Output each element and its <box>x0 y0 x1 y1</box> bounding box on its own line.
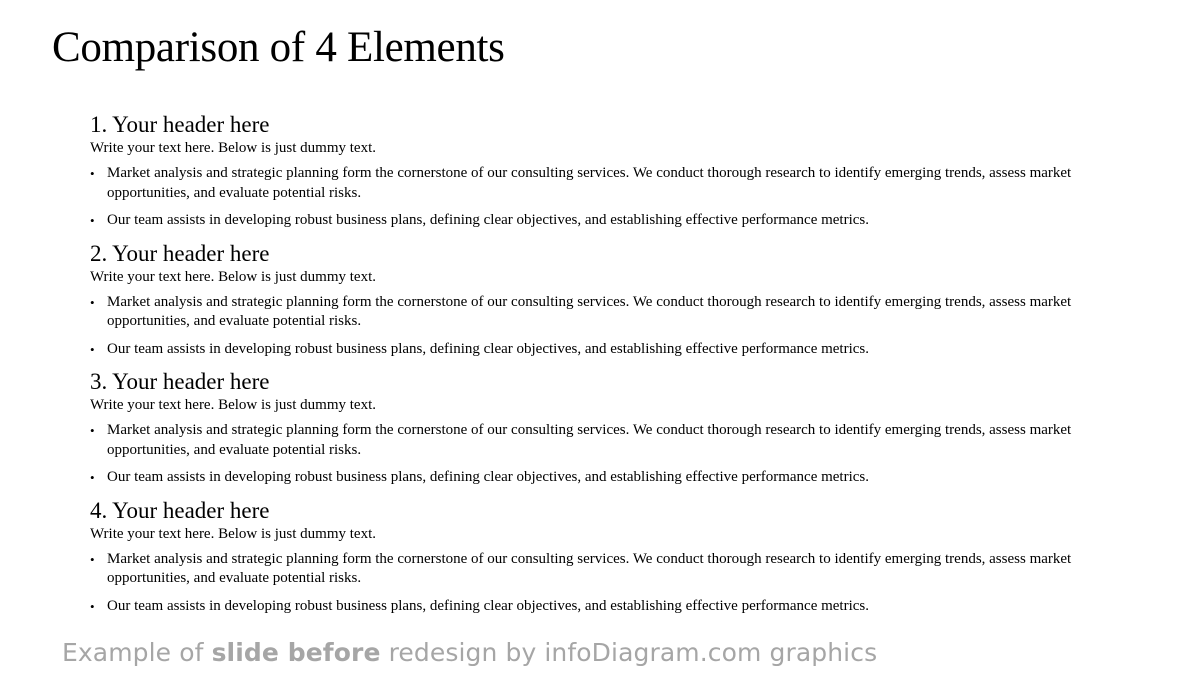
footer-emphasis: slide before <box>211 638 381 667</box>
bullet-item <box>90 211 1100 231</box>
bullet-text: Our team assists in developing robust business plans, defining clear objectives, and establishing effective performance metrics. <box>107 212 870 228</box>
bullet-text: Market analysis and strategic planning form the cornerstone of our consulting services. We conduct thorough research to identify emerging trends, assess market opportunities, and evaluate potential risks. <box>107 165 1072 201</box>
slide-title: Comparison of 4 Elements <box>52 24 505 71</box>
section-intro: Write your text here. Below is just dummy text. <box>90 268 377 285</box>
footer-caption <box>62 636 877 670</box>
bullet-item <box>90 340 1100 360</box>
bullet-icon: • <box>90 551 95 567</box>
bullet-text: Our team assists in developing robust business plans, defining clear objectives, and establishing effective performance metrics. <box>107 340 870 357</box>
sections-container <box>90 111 1100 625</box>
section-4 <box>90 497 1100 626</box>
bullet-icon: • <box>90 213 95 228</box>
bullet-item <box>90 550 1100 589</box>
bullet-list <box>90 550 1100 617</box>
bullet-item <box>90 468 1100 488</box>
bullet-icon: • <box>90 294 95 310</box>
bullet-text: Our team assists in developing robust business plans, defining clear objectives, and establishing effective performance metrics. <box>107 469 870 486</box>
footer-suffix: redesign by infoDiagram.com graphics <box>380 638 878 667</box>
bullet-item <box>90 164 1100 203</box>
section-3 <box>90 368 1100 497</box>
section-header: 3. Your header here <box>90 369 270 395</box>
bullet-item <box>90 597 1100 617</box>
section-intro: Write your text here. Below is just dummy text. <box>90 397 377 414</box>
section-1 <box>90 111 1100 240</box>
bullet-icon: • <box>90 341 95 357</box>
bullet-item <box>90 293 1100 332</box>
bullet-list <box>90 164 1100 231</box>
bullet-icon: • <box>90 166 95 181</box>
section-header: 1. Your header here <box>90 112 270 137</box>
bullet-list <box>90 421 1100 488</box>
bullet-text: Market analysis and strategic planning form the cornerstone of our consulting services. We conduct thorough research to identify emerging trends, assess market opportunities, and evaluate potential risks. <box>107 550 1072 587</box>
footer-prefix: Example of <box>62 638 212 667</box>
bullet-icon: • <box>90 598 95 614</box>
bullet-icon: • <box>90 423 95 439</box>
bullet-icon: • <box>90 470 95 486</box>
bullet-text: Market analysis and strategic planning form the cornerstone of our consulting services. We conduct thorough research to identify emerging trends, assess market opportunities, and evaluate potential risks. <box>107 293 1072 330</box>
bullet-list <box>90 293 1100 360</box>
section-header: 4. Your header here <box>90 497 270 523</box>
bullet-item <box>90 421 1100 460</box>
section-header: 2. Your header here <box>90 240 270 266</box>
bullet-text: Market analysis and strategic planning form the cornerstone of our consulting services. We conduct thorough research to identify emerging trends, assess market opportunities, and evaluate potential risks. <box>107 422 1072 458</box>
section-intro: Write your text here. Below is just dummy text. <box>90 140 377 156</box>
section-intro: Write your text here. Below is just dummy text. <box>90 525 377 542</box>
bullet-text: Our team assists in developing robust business plans, defining clear objectives, and establishing effective performance metrics. <box>107 597 870 614</box>
section-2 <box>90 240 1100 369</box>
